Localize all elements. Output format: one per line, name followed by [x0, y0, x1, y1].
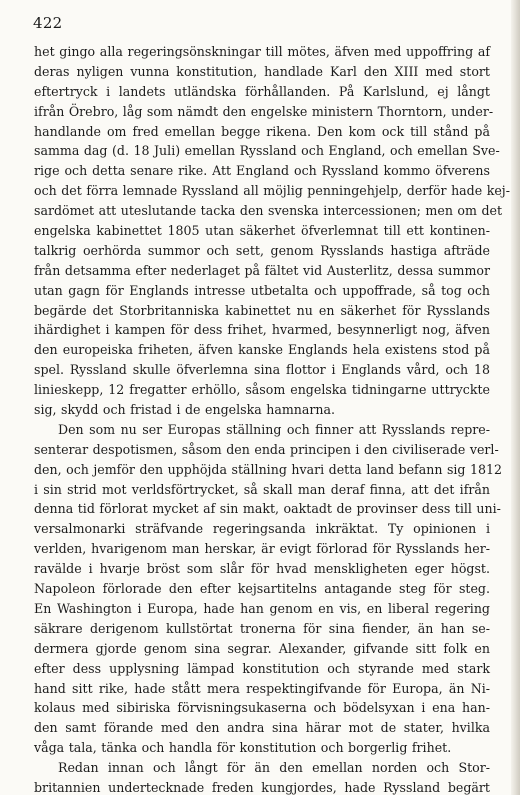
text-line: engelska kabinettet 1805 utan säkerhet öfverlemnat till ett kontinen-	[34, 223, 490, 239]
text-line: het gingo alla regeringsönskningar till mötes, äfven med uppoffring af	[34, 44, 490, 59]
text-line: sig, skydd och fristad i de engelska hamnarna.	[34, 402, 336, 418]
text-line: spel. Ryssland skulle öfverlemna sina flottor i Englands vård, och 18	[34, 362, 490, 378]
paragraph	[34, 420, 503, 758]
text-line: från detsamma efter nederlaget på fältet vid Austerlitz, dessa summor	[34, 262, 490, 278]
text-line: denna tid förlorat mycket af sin makt, oaktadt de provinser dess till uni-	[34, 501, 501, 517]
text-line: handlande om fred emellan begge rikena. Den kom ock till stånd på	[34, 123, 490, 139]
body-text	[34, 42, 510, 798]
text-line: samma dag (d. 18 Juli) emellan Ryssland och England, och emellan Sve-	[34, 143, 500, 159]
text-line: begärde det Storbritanniska kabinettet nu en säkerhet för Rysslands	[34, 302, 490, 318]
text-line: deras nyligen vunna konstitution, handlade Karl den XIII med stort	[34, 63, 490, 79]
text-line: och det förra lemnade Ryssland all möjlig penningehjelp, derför hade kej-	[34, 183, 510, 199]
text-line: rige och detta senare rike. Att England och Ryssland kommo öfverens	[34, 163, 490, 179]
paragraph	[34, 758, 490, 798]
text-line: sardömet att uteslutande tacka den svenska intercessionen; men om det	[34, 203, 503, 219]
text-line: den europeiska friheten, äfven kanske Englands hela existens stod på	[34, 342, 490, 358]
paragraph	[34, 42, 510, 420]
text-line: verlden, hvarigenom man herskar, är evigt förlorad för Rysslands her-	[34, 541, 490, 557]
text-line: hand sitt rike, hade stått mera respektingifvande för Europa, än Ni-	[34, 680, 490, 696]
text-line: eftertryck i landets utländska förhållanden. På Karlslund, ej långt	[34, 83, 490, 99]
text-line: efter dess upplysning lämpad konstitution och styrande med stark	[34, 660, 490, 676]
text-line: Napoleon förlorade den efter kejsartitelns antagande steg för steg.	[34, 581, 490, 597]
page-number: 422	[33, 14, 63, 32]
text-line: utan gagn för Englands intresse utbetalta och uppoffrade, så tog och	[34, 282, 490, 298]
text-line: den samt förande med den andra sina härar mot de stater, hvilka	[34, 720, 490, 736]
text-line: dermera gjorde genom sina segrar. Alexander, gifvande sitt folk en	[34, 640, 490, 656]
text-line: Redan innan och långt för än den emellan norden och Stor-	[58, 760, 490, 776]
text-line: ihärdighet i kampen för dess frihet, hvarmed, besynnerligt nog, äfven	[34, 322, 490, 338]
text-line: linieskepp, 12 fregatter erhöllo, såsom engelska tidningarne uttryckte	[34, 382, 490, 398]
text-line: kolaus med sibiriska förvisningsukaserna och bödelsyxan i ena han-	[34, 700, 490, 716]
text-line: ifrån Örebro, låg som nämdt den engelske ministern Thorntorn, under-	[34, 103, 494, 119]
text-line: En Washington i Europa, hade han genom en vis, en liberal regering	[34, 600, 490, 616]
text-line: britannien undertecknade freden kungjordes, hade Ryssland begärt	[34, 779, 490, 795]
text-line: den, och jemför den upphöjda ställning hvari detta land befann sig 1812	[34, 461, 503, 477]
text-line: talkrig oerhörda summor och sett, genom Rysslands hastiga afträde	[34, 242, 490, 258]
text-line: senterar despotismen, såsom den enda principen i den civiliserade verl-	[34, 441, 499, 457]
text-line: versalmonarki sträfvande regeringsanda inkräktat. Ty opinionen i	[34, 521, 490, 537]
text-line: i sin strid mot verldsförtrycket, så skall man deraf finna, att det ifrån	[34, 481, 490, 497]
text-line: säkrare derigenom kullstörtat tronerna för sina fiender, än han se-	[34, 620, 490, 636]
text-line: ravälde i hvarje bröst som slår för hvad menskligheten eger högst.	[34, 561, 490, 577]
page-edge	[511, 0, 520, 795]
text-line: våga tala, tänka och handla för konstitution och borgerlig frihet.	[34, 740, 452, 756]
text-line: Den som nu ser Europas ställning och finner att Rysslands repre-	[58, 421, 490, 437]
